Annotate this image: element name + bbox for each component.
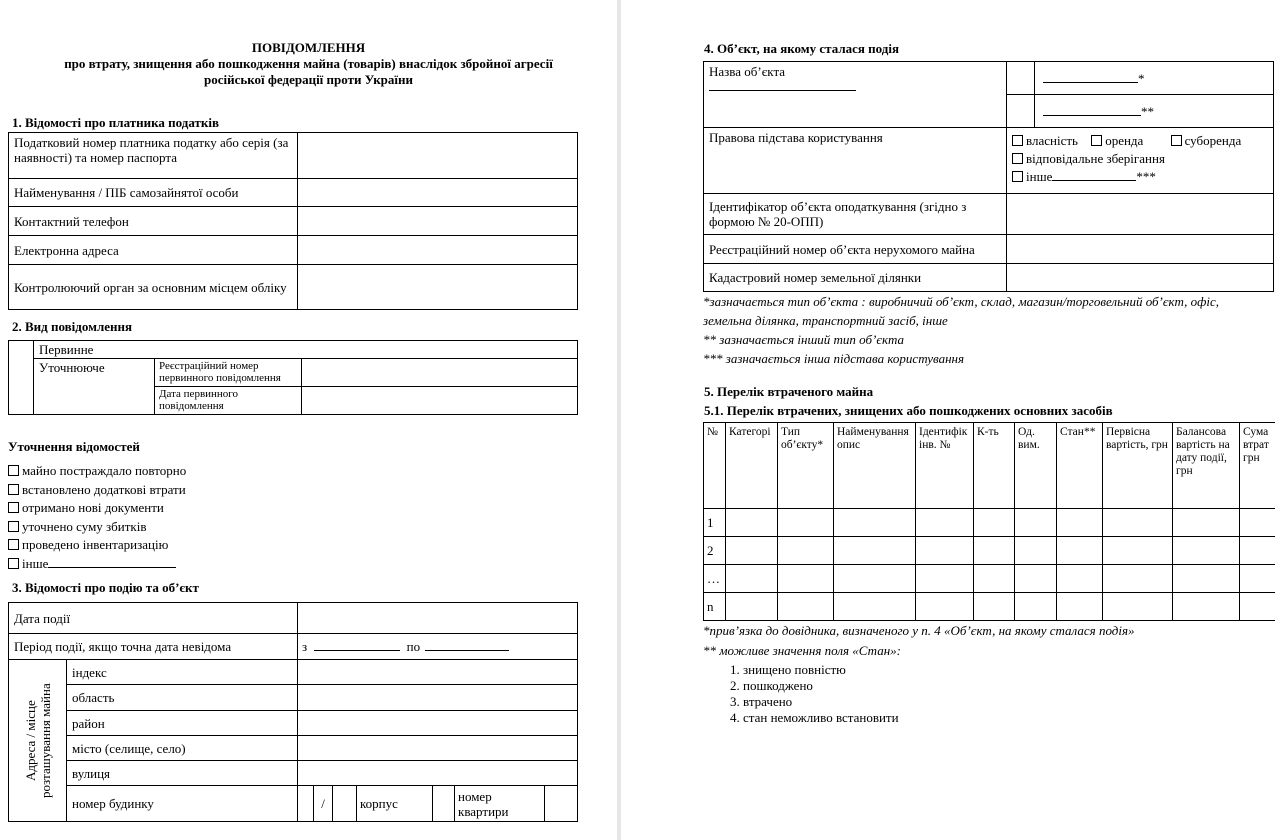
checkbox-icon[interactable] bbox=[8, 465, 19, 476]
col-identifier: Ідентифік інв. № bbox=[916, 423, 974, 509]
taxpayer-name-field[interactable] bbox=[298, 179, 578, 207]
col-type: Тип об’єкту* bbox=[778, 423, 834, 509]
tax-authority-field[interactable] bbox=[298, 265, 578, 310]
option-custody[interactable]: відповідальне зберігання bbox=[1012, 150, 1268, 168]
city-field[interactable] bbox=[298, 736, 578, 761]
section51-heading: 5.1. Перелік втрачених, знищених або пошкоджених основних засобів bbox=[704, 403, 1113, 418]
region-label: область bbox=[67, 685, 298, 711]
district-label: район bbox=[67, 711, 298, 736]
state-item: 3. втрачено bbox=[743, 694, 899, 710]
row-number: … bbox=[704, 565, 726, 593]
note-other-basis: *** зазначається інша підстава користування bbox=[703, 351, 965, 366]
checkbox-icon[interactable] bbox=[1091, 135, 1102, 146]
object-type-checkbox-2[interactable] bbox=[1007, 95, 1035, 128]
option-other-underline[interactable] bbox=[1052, 169, 1136, 181]
col-loss-sum: Сума втрат грн bbox=[1240, 423, 1275, 509]
object-name-cell bbox=[704, 62, 1007, 128]
phone-label: Контактний телефон bbox=[9, 207, 298, 236]
district-field[interactable] bbox=[298, 711, 578, 736]
checkbox-icon[interactable] bbox=[1012, 135, 1023, 146]
checkbox-icon[interactable] bbox=[8, 484, 19, 495]
reg-object-label: Реєстраційний номер об’єкта нерухомого майна bbox=[704, 235, 1007, 264]
assets-table bbox=[703, 422, 1275, 621]
region-field[interactable] bbox=[298, 685, 578, 711]
reg-object-field[interactable] bbox=[1007, 235, 1274, 264]
other-underline[interactable] bbox=[48, 556, 176, 568]
row-number: 1 bbox=[704, 509, 726, 537]
reg-number-field[interactable] bbox=[302, 359, 578, 387]
taxpayer-table bbox=[8, 132, 578, 310]
section3-heading: 3. Відомості про подію та об’єкт bbox=[12, 580, 199, 595]
house-label: номер будинку bbox=[67, 786, 298, 822]
first-date-field[interactable] bbox=[302, 387, 578, 415]
index-label: індекс bbox=[67, 660, 298, 685]
checkbox-icon[interactable] bbox=[1012, 171, 1023, 182]
section5-notes bbox=[703, 621, 1135, 661]
taxpayer-id-field[interactable] bbox=[298, 133, 578, 179]
section4-notes bbox=[703, 292, 1219, 368]
section2-heading: 2. Вид повідомлення bbox=[12, 319, 133, 334]
first-date-label: Дата первинного повідомлення bbox=[155, 387, 302, 415]
reg-number-label: Реєстраційний номер первинного повідомлення bbox=[155, 359, 302, 387]
note-object-type: *зазначається тип об’єкта : виробничий об’єкт, склад, магазин/торговельний об’єкт, офіс, bbox=[703, 294, 1220, 309]
email-field[interactable] bbox=[298, 236, 578, 265]
street-field[interactable] bbox=[298, 761, 578, 786]
notice-type-table bbox=[8, 340, 578, 415]
object-type-underline-2[interactable] bbox=[1043, 104, 1141, 116]
legal-basis-options bbox=[1007, 128, 1274, 194]
object-name-label: Назва об’єкта bbox=[709, 64, 786, 79]
state-item: 4. стан неможливо встановити bbox=[743, 710, 899, 726]
clarify-option-additional[interactable]: встановлено додаткові втрати bbox=[8, 481, 186, 500]
option-sublease[interactable]: суборенда bbox=[1171, 133, 1242, 148]
apartment-label: номер квартири bbox=[455, 786, 545, 822]
col-category: Категорі bbox=[726, 423, 778, 509]
house-slash: / bbox=[314, 786, 333, 822]
building-label: корпус bbox=[357, 786, 433, 822]
section4-heading: 4. Об’єкт, на якому сталася подія bbox=[704, 41, 900, 56]
address-side-label: Адреса / місце розташування майна bbox=[9, 660, 67, 822]
clarify-option-other[interactable]: інше bbox=[8, 555, 186, 574]
row-number: n bbox=[704, 593, 726, 621]
apartment-field[interactable] bbox=[545, 786, 578, 822]
notice-type-spacer bbox=[9, 341, 34, 415]
title-line-2: про втрату, знищення або пошкодження майна (товарів) внаслідок збройної агресії bbox=[64, 56, 553, 71]
col-balance-cost: Балансова вартість на дату події, грн bbox=[1173, 423, 1240, 509]
cadastral-field[interactable] bbox=[1007, 264, 1274, 292]
col-unit: Од. вим. bbox=[1015, 423, 1057, 509]
col-state: Стан** bbox=[1057, 423, 1103, 509]
checkbox-icon[interactable] bbox=[8, 539, 19, 550]
note-reference: *прив’язка до довідника, визначеного у п. 4 «Об’єкт, на якому сталася подія» bbox=[703, 623, 1135, 638]
table-row bbox=[704, 509, 1275, 537]
object-type-field-1: * bbox=[1035, 62, 1274, 95]
street-label: вулиця bbox=[67, 761, 298, 786]
col-name: Найменування опис bbox=[834, 423, 916, 509]
note-other-type: ** зазначається інший тип об’єкта bbox=[703, 332, 904, 347]
col-number: № bbox=[704, 423, 726, 509]
index-field[interactable] bbox=[298, 660, 578, 685]
period-field bbox=[298, 634, 578, 660]
phone-field[interactable] bbox=[298, 207, 578, 236]
object-type-field-2: ** bbox=[1035, 95, 1274, 128]
period-from-field[interactable] bbox=[314, 639, 400, 651]
clarification-list bbox=[8, 462, 186, 573]
section1-heading: 1. Відомості про платника податків bbox=[12, 115, 220, 130]
object-type-underline-1[interactable] bbox=[1043, 71, 1138, 83]
period-label: Період події, якщо точна дата невідома bbox=[9, 634, 298, 660]
clarify-option-repeat[interactable]: майно постраждало повторно bbox=[8, 462, 186, 481]
cadastral-label: Кадастровий номер земельної ділянки bbox=[704, 264, 1007, 292]
checkbox-icon[interactable] bbox=[8, 502, 19, 513]
table-row bbox=[704, 593, 1275, 621]
title-line-1: ПОВІДОМЛЕННЯ bbox=[251, 40, 366, 55]
checkbox-icon[interactable] bbox=[8, 521, 19, 532]
tax-authority-label: Контролюючий орган за основним місцем обліку bbox=[9, 265, 298, 310]
clarify-option-amount[interactable]: уточнено суму збитків bbox=[8, 518, 186, 537]
table-row bbox=[704, 537, 1275, 565]
col-quantity: К-ть bbox=[974, 423, 1015, 509]
notice-primary[interactable]: Первинне bbox=[34, 341, 578, 359]
state-item: 1. знищено повністю bbox=[743, 662, 899, 678]
legal-basis-label: Правова підстава користування bbox=[704, 128, 1007, 194]
house-field[interactable] bbox=[298, 786, 314, 822]
document-title bbox=[0, 40, 617, 88]
city-label: місто (селище, село) bbox=[67, 736, 298, 761]
event-table bbox=[8, 602, 578, 822]
col-initial-cost: Первісна вартість, грн bbox=[1103, 423, 1173, 509]
clarify-option-documents[interactable]: отримано нові документи bbox=[8, 499, 186, 518]
identifier-label: Ідентифікатор об’єкта оподаткування (згідно з формою № 20-ОПП) bbox=[704, 194, 1007, 235]
taxpayer-id-label: Податковий номер платника податку або серія (за наявності) та номер паспорта bbox=[9, 133, 298, 179]
period-to-field[interactable] bbox=[425, 639, 509, 651]
checkbox-icon[interactable] bbox=[1012, 153, 1023, 164]
taxpayer-name-label: Найменування / ПІБ самозайнятої особи bbox=[9, 179, 298, 207]
event-date-label: Дата події bbox=[9, 603, 298, 634]
event-date-field[interactable] bbox=[298, 603, 578, 634]
house-fraction-field[interactable] bbox=[333, 786, 357, 822]
table-row bbox=[704, 565, 1275, 593]
clarify-option-inventory[interactable]: проведено інвентаризацію bbox=[8, 536, 186, 555]
object-type-checkbox-1[interactable] bbox=[1007, 62, 1035, 95]
note-object-type-cont: земельна ділянка, транспортний засіб, інше bbox=[703, 313, 948, 328]
row-number: 2 bbox=[704, 537, 726, 565]
option-ownership[interactable]: власність bbox=[1012, 133, 1078, 148]
clarification-heading: Уточнення відомостей bbox=[8, 439, 140, 454]
object-table bbox=[703, 61, 1274, 292]
state-list bbox=[703, 662, 899, 726]
checkbox-icon[interactable] bbox=[8, 558, 19, 569]
object-name-underline[interactable] bbox=[709, 82, 856, 91]
period-to-label: по bbox=[406, 639, 421, 654]
option-other[interactable]: інше *** bbox=[1012, 168, 1268, 186]
identifier-field[interactable] bbox=[1007, 194, 1274, 235]
state-item: 2. пошкоджено bbox=[743, 678, 899, 694]
right-page bbox=[621, 0, 1275, 840]
section5-heading: 5. Перелік втраченого майна bbox=[704, 384, 874, 399]
option-rent[interactable]: оренда bbox=[1091, 133, 1143, 148]
notice-clarifying[interactable]: Уточнююче bbox=[34, 359, 155, 415]
building-field[interactable] bbox=[433, 786, 455, 822]
period-from-label: з bbox=[302, 639, 308, 654]
left-page bbox=[0, 0, 617, 840]
title-line-3: російської федерації проти України bbox=[203, 72, 414, 87]
email-label: Електронна адреса bbox=[9, 236, 298, 265]
checkbox-icon[interactable] bbox=[1171, 135, 1182, 146]
note-state: ** можливе значення поля «Стан»: bbox=[703, 643, 901, 658]
